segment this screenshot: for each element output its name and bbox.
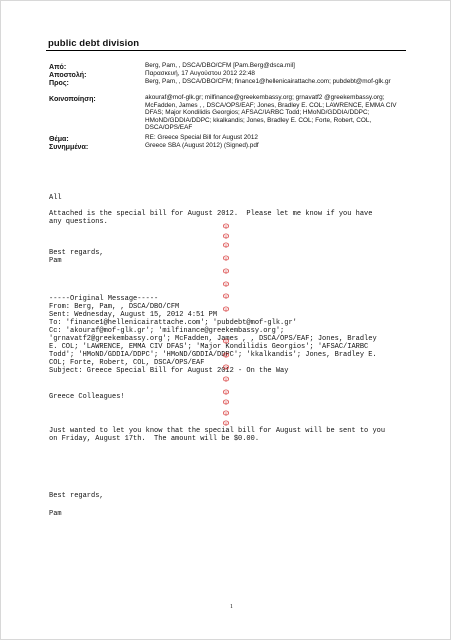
red-emoticon-icon xyxy=(222,255,230,261)
orig-cc-line1: Cc: 'akouraf@mof-glk.gr'; 'milfinance@greekembassy.org'; xyxy=(49,327,285,335)
orig-cc-line5: COL; Forte, Robert, COL, DSCA/OPS/EAF xyxy=(49,359,205,367)
body-signature: Pam xyxy=(49,257,62,265)
orig-sent: Sent: Wednesday, August 15, 2012 4:51 PM xyxy=(49,311,218,319)
red-emoticon-icon xyxy=(222,399,230,405)
body-para1-line2: any questions. xyxy=(49,218,108,226)
sent-label: Αποστολή: xyxy=(49,71,87,79)
to-label: Προς: xyxy=(49,79,69,87)
body-para1-line1: Attached is the special bill for August 2012. Please let me know if you have xyxy=(49,210,373,218)
orig-cc-line2: 'grnavatf2@greekembassy.org'; McFadden, James , , DSCA/OPS/EAF; Jones, Bradley xyxy=(49,335,377,343)
orig-para-line1: Just wanted to let you know that the special bill for August will be sent to you xyxy=(49,427,386,435)
from-label: Από: xyxy=(49,63,67,71)
orig-regards: Best regards, xyxy=(49,492,104,500)
to-value: Berg, Pam, , DSCA/DBO/CFM; finance1@hellenicairattache.com; pubdebt@mof-glk.gr xyxy=(145,78,391,85)
orig-to: To: 'finance1@hellenicairattache.com'; 'pubdebt@mof-glk.gr' xyxy=(49,319,297,327)
orig-cc-line3: E. COL; 'LAWRENCE, EMMA CIV DFAS'; 'Major Kondilidis Georgios'; 'AFSAC/IARBC xyxy=(49,343,369,351)
cc-label: Κοινοποίηση: xyxy=(49,95,96,103)
page-number: 1 xyxy=(230,604,233,610)
orig-signature: Pam xyxy=(49,510,62,518)
heading-rule xyxy=(46,50,406,51)
cc-value: akouraf@mof-glk.gr; milfinance@greekembassy.org; grnavatf2 @greekembassy.org; McFadden, James , , DSCA/OPS/EAF; Jones, Bradley E. COL; LAWRENCE, EMMA CIV DFAS; Major Kondilidis Georgios; AFSAC/IARBC Todd; HMoND/GDDIA/DDPC; HMoND/GDDIA/DDPC; kkalkandis; Jones, Bradley E. COL; Forte, Robert, COL, DSCA/OPS/EAF xyxy=(145,94,397,132)
attachments-value: Greece SBA (August 2012) (Signed).pdf xyxy=(145,142,259,149)
red-emoticon-icon xyxy=(222,281,230,287)
red-emoticon-icon xyxy=(222,410,230,416)
red-emoticon-icon xyxy=(222,376,230,382)
red-emoticon-icon xyxy=(222,364,230,370)
red-emoticon-icon xyxy=(222,242,230,248)
red-emoticon-icon xyxy=(222,352,230,358)
body-greeting: All xyxy=(49,194,62,202)
from-value: Berg, Pam, , DSCA/DBO/CFM [Pam.Berg@dsca.mil] xyxy=(145,62,295,69)
red-emoticon-icon xyxy=(222,338,230,344)
subject-label: Θέμα: xyxy=(49,135,69,143)
red-emoticon-icon xyxy=(222,223,230,229)
sent-value: Παρασκευή, 17 Αυγούστου 2012 22:48 xyxy=(145,70,255,77)
attachments-label: Συνημμένα: xyxy=(49,143,89,151)
orig-subject: Subject: Greece Special Bill for August 2012 - On the Way xyxy=(49,367,289,375)
orig-para-line2: on Friday, August 17th. The amount will be $0.00. xyxy=(49,435,260,443)
original-message-marker: -----Original Message----- xyxy=(49,295,159,303)
red-emoticon-icon xyxy=(222,233,230,239)
orig-greeting: Greece Colleagues! xyxy=(49,393,125,401)
red-emoticon-icon xyxy=(222,420,230,426)
red-emoticon-icon xyxy=(222,306,230,312)
body-regards: Best regards, xyxy=(49,249,104,257)
document-heading: public debt division xyxy=(48,38,140,49)
red-emoticon-icon xyxy=(222,389,230,395)
subject-value: RE: Greece Special Bill for August 2012 xyxy=(145,134,258,141)
orig-cc-line4: Todd'; 'HMoND/GDDIA/DDPC'; 'HMoND/GDDIA/DDPC'; 'kkalkandis'; Jones, Bradley E. xyxy=(49,351,377,359)
red-emoticon-icon xyxy=(222,293,230,299)
orig-from: From: Berg, Pam, , DSCA/DBO/CFM xyxy=(49,303,180,311)
red-emoticon-icon xyxy=(222,268,230,274)
